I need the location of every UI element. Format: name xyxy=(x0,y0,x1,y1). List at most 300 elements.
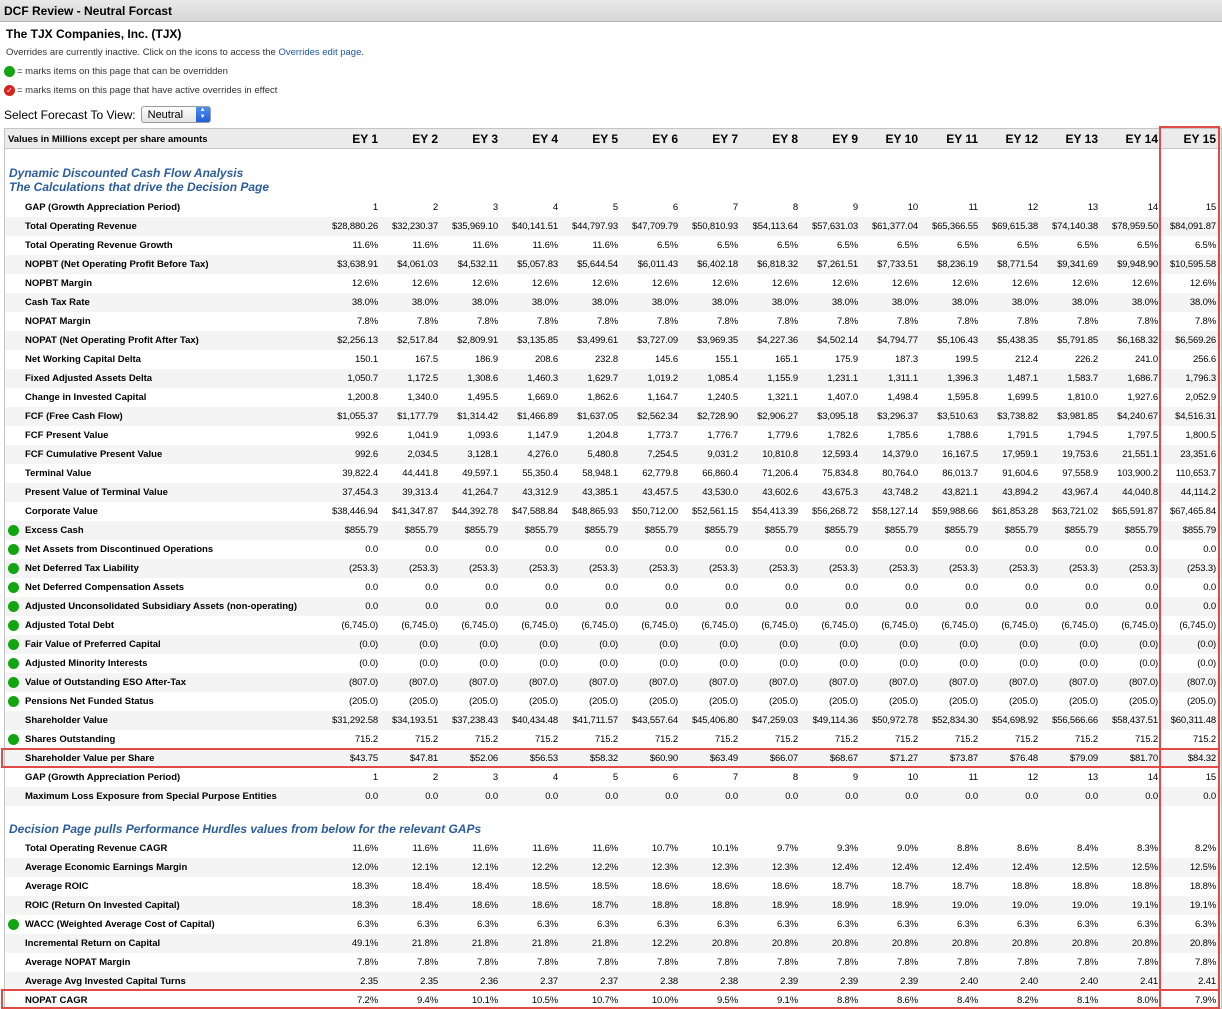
table-cell: 6.3% xyxy=(536,919,558,930)
table-cell: 18.8% xyxy=(711,900,738,911)
table-cell: 11.6% xyxy=(472,240,498,251)
table-cell: 0.0 xyxy=(365,582,378,593)
row-label: Net Deferred Tax Liability xyxy=(25,563,139,574)
table-cell: $7,733.51 xyxy=(877,259,918,270)
table-cell: 2.37 xyxy=(600,976,618,987)
table-cell: $66.07 xyxy=(769,753,798,764)
table-cell: (807.0) xyxy=(1008,677,1038,688)
table-cell: 0.0 xyxy=(725,791,738,802)
table-cell: 1,093.6 xyxy=(467,430,498,441)
table-cell: 0.0 xyxy=(785,601,798,612)
forecast-select[interactable] xyxy=(141,106,211,123)
table-cell: $855.79 xyxy=(584,525,618,536)
table-cell: 12.6% xyxy=(351,278,378,289)
table-cell: (807.0) xyxy=(528,677,558,688)
table-cell: 38.0% xyxy=(711,297,738,308)
table-cell: 715.2 xyxy=(354,734,378,745)
table-cell: (205.0) xyxy=(1128,696,1158,707)
table-cell: 12.6% xyxy=(651,278,678,289)
row-label: Shareholder Value per Share xyxy=(25,753,155,764)
row-label: GAP (Growth Appreciation Period) xyxy=(25,772,181,783)
table-cell: $79.09 xyxy=(1069,753,1098,764)
table-cell: 38.0% xyxy=(951,297,978,308)
table-cell: 3 xyxy=(492,202,498,213)
override-dot-icon[interactable] xyxy=(8,639,19,650)
row-label: GAP (Growth Appreciation Period) xyxy=(25,202,181,213)
table-cell: $2,256.13 xyxy=(337,335,378,346)
year-header: EY 7 xyxy=(712,132,738,146)
table-cell: $5,438.35 xyxy=(997,335,1038,346)
dcf-table xyxy=(4,128,1222,1009)
table-cell: 0.0 xyxy=(1025,601,1038,612)
table-cell: (205.0) xyxy=(768,696,798,707)
table-cell: 9 xyxy=(852,202,858,213)
table-cell: 1,204.8 xyxy=(587,430,618,441)
table-cell: 38.0% xyxy=(831,297,858,308)
table-cell: $61,377.04 xyxy=(871,221,918,232)
table-cell: 715.2 xyxy=(1134,734,1158,745)
table-cell: 2 xyxy=(432,772,438,783)
row-label: Maximum Loss Exposure from Special Purpose Entities xyxy=(25,791,277,802)
table-cell: 0.0 xyxy=(545,601,558,612)
table-cell: 8 xyxy=(792,772,798,783)
override-dot-icon[interactable] xyxy=(8,734,19,745)
table-cell: (205.0) xyxy=(828,696,858,707)
override-dot-icon[interactable] xyxy=(8,620,19,631)
table-cell: 21.8% xyxy=(471,938,498,949)
table-cell: $65,366.55 xyxy=(931,221,978,232)
override-dot-icon[interactable] xyxy=(8,563,19,574)
table-cell: 11.6% xyxy=(412,240,438,251)
table-cell: 12.3% xyxy=(651,862,678,873)
table-row xyxy=(5,768,1221,787)
table-cell: 38.0% xyxy=(1189,297,1216,308)
table-cell: (0.0) xyxy=(539,658,558,669)
table-cell: 39,313.4 xyxy=(402,487,438,498)
table-cell: (807.0) xyxy=(348,677,378,688)
table-cell: 20.8% xyxy=(891,938,918,949)
year-header: EY 4 xyxy=(532,132,558,146)
override-dot-icon[interactable] xyxy=(8,677,19,688)
table-cell: 0.0 xyxy=(485,791,498,802)
table-cell: 6.3% xyxy=(416,919,438,930)
table-cell: 1,407.0 xyxy=(827,392,858,403)
table-cell: 41,264.7 xyxy=(462,487,498,498)
table-cell: 0.0 xyxy=(1025,582,1038,593)
forecast-selector-label: Select Forecast To View: xyxy=(4,107,136,122)
table-cell: 71,206.4 xyxy=(762,468,798,479)
table-cell: 8.6% xyxy=(1016,843,1038,854)
table-cell: 1,669.0 xyxy=(527,392,558,403)
year-header: EY 11 xyxy=(946,132,978,146)
table-cell: 0.0 xyxy=(365,601,378,612)
section-title-dcf: Dynamic Discounted Cash Flow Analysis xyxy=(9,166,244,180)
table-cell: $52,834.30 xyxy=(931,715,978,726)
year-header: EY 1 xyxy=(352,132,378,146)
table-cell: 1,050.7 xyxy=(347,373,378,384)
row-label: ROIC (Return On Invested Capital) xyxy=(25,900,180,911)
table-cell: (205.0) xyxy=(948,696,978,707)
table-cell: 2.39 xyxy=(780,976,798,987)
table-cell: $78,959.50 xyxy=(1111,221,1158,232)
legend-overridable xyxy=(4,66,228,77)
table-cell: 8.3% xyxy=(1136,843,1158,854)
table-cell: 7.8% xyxy=(656,316,678,327)
table-cell: 6.3% xyxy=(896,919,918,930)
table-cell: 2 xyxy=(432,202,438,213)
table-cell: 16,167.5 xyxy=(942,449,978,460)
table-cell: 715.2 xyxy=(1192,734,1216,745)
table-cell: $4,532.11 xyxy=(457,259,498,270)
table-cell: 7.8% xyxy=(1136,316,1158,327)
table-cell: $63,721.02 xyxy=(1051,506,1098,517)
row-label: Total Operating Revenue xyxy=(25,221,137,232)
table-cell: 0.0 xyxy=(1025,791,1038,802)
table-cell: 38.0% xyxy=(351,297,378,308)
table-cell: $3,969.35 xyxy=(697,335,738,346)
table-cell: 12.4% xyxy=(1011,862,1038,873)
table-cell: 715.2 xyxy=(594,734,618,745)
table-cell: 7.8% xyxy=(716,316,738,327)
table-cell: (6,745.0) xyxy=(341,620,378,631)
table-cell: 1,200.8 xyxy=(347,392,378,403)
table-cell: 20.8% xyxy=(771,938,798,949)
table-cell: 12.6% xyxy=(771,278,798,289)
table-cell: 0.0 xyxy=(1085,791,1098,802)
table-cell: $4,516.31 xyxy=(1175,411,1216,422)
table-cell: $855.79 xyxy=(944,525,978,536)
table-cell: 1,791.5 xyxy=(1007,430,1038,441)
table-cell: (253.3) xyxy=(648,563,678,574)
table-cell: $61,853.28 xyxy=(991,506,1038,517)
table-cell: 7.8% xyxy=(356,316,378,327)
table-cell: (0.0) xyxy=(779,658,798,669)
table-cell: 1,019.2 xyxy=(647,373,678,384)
year-header: EY 15 xyxy=(1183,132,1216,146)
table-cell: 11.6% xyxy=(352,240,378,251)
table-cell: (0.0) xyxy=(779,639,798,650)
table-row xyxy=(5,293,1221,312)
table-cell: (253.3) xyxy=(948,563,978,574)
override-dot-icon[interactable] xyxy=(8,919,19,930)
table-cell: 256.6 xyxy=(1192,354,1216,365)
table-cell: (253.3) xyxy=(468,563,498,574)
table-cell: 14,379.0 xyxy=(882,449,918,460)
table-cell: (253.3) xyxy=(588,563,618,574)
year-header: EY 3 xyxy=(472,132,498,146)
table-cell: 1,487.1 xyxy=(1007,373,1038,384)
override-dot-icon[interactable] xyxy=(8,582,19,593)
table-cell: 0.0 xyxy=(785,582,798,593)
table-cell: $48,865.93 xyxy=(571,506,618,517)
table-cell: 1,340.0 xyxy=(407,392,438,403)
table-cell: $56,268.72 xyxy=(811,506,858,517)
table-cell: $1,637.05 xyxy=(577,411,618,422)
table-cell: 7.8% xyxy=(776,316,798,327)
table-row xyxy=(5,407,1221,426)
table-row xyxy=(5,711,1221,730)
table-cell: 7.8% xyxy=(596,957,618,968)
table-cell: 1,308.6 xyxy=(467,373,498,384)
table-cell: 18.6% xyxy=(531,900,558,911)
table-cell: 44,441.8 xyxy=(402,468,438,479)
table-cell: $50,810.93 xyxy=(691,221,738,232)
table-cell: (807.0) xyxy=(828,677,858,688)
table-cell: $6,011.43 xyxy=(637,259,678,270)
table-cell: $41,711.57 xyxy=(572,715,618,726)
table-cell: $9,341.69 xyxy=(1057,259,1098,270)
table-cell: 2.39 xyxy=(900,976,918,987)
table-row xyxy=(5,274,1221,293)
table-row xyxy=(5,578,1221,597)
table-cell: $4,061.03 xyxy=(397,259,438,270)
table-row xyxy=(5,255,1221,274)
table-cell: 7.8% xyxy=(1016,957,1038,968)
table-cell: (807.0) xyxy=(588,677,618,688)
table-cell: 18.9% xyxy=(771,900,798,911)
row-label: NOPAT Margin xyxy=(25,316,91,327)
row-label: Shareholder Value xyxy=(25,715,108,726)
table-cell: 6.3% xyxy=(596,919,618,930)
table-cell: 9.4% xyxy=(416,995,438,1006)
table-cell: (807.0) xyxy=(1068,677,1098,688)
table-cell: 6.3% xyxy=(656,919,678,930)
table-cell: 20.8% xyxy=(951,938,978,949)
override-dot-icon[interactable] xyxy=(8,544,19,555)
table-cell: 0.0 xyxy=(1145,791,1158,802)
row-label: Total Operating Revenue CAGR xyxy=(25,843,168,854)
table-cell: 165.1 xyxy=(774,354,798,365)
table-cell: 6.3% xyxy=(1194,919,1216,930)
override-dot-icon[interactable] xyxy=(8,696,19,707)
table-cell: 43,602.6 xyxy=(762,487,798,498)
table-cell: 18.8% xyxy=(1131,881,1158,892)
table-cell: $3,638.91 xyxy=(337,259,378,270)
table-cell: 1,498.4 xyxy=(887,392,918,403)
table-cell: 1 xyxy=(372,202,378,213)
table-cell: 0.0 xyxy=(725,582,738,593)
table-cell: (0.0) xyxy=(1019,639,1038,650)
table-cell: 1,927.6 xyxy=(1127,392,1158,403)
table-row xyxy=(5,749,1221,768)
row-label: NOPAT (Net Operating Profit After Tax) xyxy=(25,335,199,346)
table-cell: (205.0) xyxy=(348,696,378,707)
table-row xyxy=(5,787,1221,806)
table-cell: (253.3) xyxy=(408,563,438,574)
table-cell: 6.5% xyxy=(1016,240,1038,251)
table-cell: 21.8% xyxy=(591,938,618,949)
table-cell: $58,127.14 xyxy=(871,506,918,517)
table-cell: $5,106.43 xyxy=(937,335,978,346)
table-cell: $5,644.54 xyxy=(577,259,618,270)
year-header: EY 12 xyxy=(1005,132,1038,146)
table-cell: (0.0) xyxy=(839,658,858,669)
table-cell: 0.0 xyxy=(545,544,558,555)
table-cell: 17,959.1 xyxy=(1002,449,1038,460)
table-cell: 0.0 xyxy=(1203,791,1216,802)
table-cell: 0.0 xyxy=(1085,544,1098,555)
table-cell: 0.0 xyxy=(665,791,678,802)
table-cell: $32,230.37 xyxy=(391,221,438,232)
table-cell: $63.49 xyxy=(709,753,738,764)
table-cell: 7.8% xyxy=(836,316,858,327)
row-label: Average Avg Invested Capital Turns xyxy=(25,976,186,987)
table-cell: $49,114.36 xyxy=(812,715,858,726)
table-cell: 18.6% xyxy=(771,881,798,892)
table-cell: 6.5% xyxy=(776,240,798,251)
table-cell: 75,834.8 xyxy=(822,468,858,479)
table-row xyxy=(5,464,1221,483)
table-cell: (6,745.0) xyxy=(581,620,618,631)
table-cell: 10.7% xyxy=(591,995,618,1006)
table-cell: 12.6% xyxy=(591,278,618,289)
table-cell: $84.32 xyxy=(1187,753,1216,764)
table-cell: 1,810.0 xyxy=(1067,392,1098,403)
company-name: The TJX Companies, Inc. (TJX) xyxy=(6,27,182,41)
table-cell: 1,797.5 xyxy=(1127,430,1158,441)
table-cell: $8,236.19 xyxy=(937,259,978,270)
table-cell: 4 xyxy=(552,202,558,213)
table-cell: 1,164.7 xyxy=(647,392,678,403)
legend-active-text: = marks items on this page that have active overrides in effect xyxy=(17,85,278,96)
table-cell: 15 xyxy=(1205,202,1216,213)
table-cell: 0.0 xyxy=(425,601,438,612)
table-cell: $3,095.18 xyxy=(817,411,858,422)
table-cell: 39,822.4 xyxy=(342,468,378,479)
table-cell: (253.3) xyxy=(768,563,798,574)
table-cell: $68.67 xyxy=(829,753,858,764)
table-cell: 18.6% xyxy=(711,881,738,892)
table-cell: 0.0 xyxy=(905,582,918,593)
table-cell: 10 xyxy=(907,202,918,213)
table-cell: $3,510.63 xyxy=(937,411,978,422)
table-cell: 0.0 xyxy=(605,791,618,802)
table-cell: 175.9 xyxy=(834,354,858,365)
table-cell: 10.5% xyxy=(531,995,558,1006)
table-cell: 6.3% xyxy=(1136,919,1158,930)
table-cell: (807.0) xyxy=(1128,677,1158,688)
override-dot-icon[interactable] xyxy=(8,601,19,612)
table-cell: 12.6% xyxy=(471,278,498,289)
table-cell: 5 xyxy=(612,772,618,783)
table-cell: (205.0) xyxy=(528,696,558,707)
table-cell: 1,396.3 xyxy=(947,373,978,384)
table-cell: 44,114.2 xyxy=(1180,487,1216,498)
table-cell: 0.0 xyxy=(1145,601,1158,612)
row-label: Present Value of Terminal Value xyxy=(25,487,168,498)
table-cell: $6,818.32 xyxy=(757,259,798,270)
table-cell: $2,906.27 xyxy=(757,411,798,422)
table-cell: 0.0 xyxy=(1203,582,1216,593)
table-cell: 6 xyxy=(672,202,678,213)
notice-text: Overrides are currently inactive. Click on the icons to access the xyxy=(6,47,279,58)
table-cell: 715.2 xyxy=(834,734,858,745)
table-cell: $60,311.48 xyxy=(1170,715,1216,726)
table-cell: $41,347.87 xyxy=(391,506,438,517)
table-cell: 2.35 xyxy=(360,976,378,987)
table-cell: 12.2% xyxy=(651,938,678,949)
year-header: EY 10 xyxy=(885,132,918,146)
table-row xyxy=(5,991,1221,1009)
override-dot-icon[interactable] xyxy=(8,525,19,536)
table-cell: 2.39 xyxy=(840,976,858,987)
table-cell: (0.0) xyxy=(419,639,438,650)
table-row xyxy=(5,858,1221,877)
table-cell: 12.2% xyxy=(531,862,558,873)
table-cell: 1,321.1 xyxy=(767,392,798,403)
table-cell: (807.0) xyxy=(408,677,438,688)
row-label: Fixed Adjusted Assets Delta xyxy=(25,373,153,384)
table-cell: 38.0% xyxy=(471,297,498,308)
table-cell: 0.0 xyxy=(965,582,978,593)
table-cell: 4 xyxy=(552,772,558,783)
table-cell: (0.0) xyxy=(659,639,678,650)
table-cell: 8.8% xyxy=(836,995,858,1006)
table-cell: 9.7% xyxy=(776,843,798,854)
table-cell: 10.1% xyxy=(711,843,738,854)
table-cell: (0.0) xyxy=(899,639,918,650)
override-dot-icon[interactable] xyxy=(8,658,19,669)
table-cell: 12.3% xyxy=(771,862,798,873)
table-row xyxy=(5,426,1221,445)
table-cell: 1,495.5 xyxy=(467,392,498,403)
table-cell: 18.4% xyxy=(411,900,438,911)
table-cell: $855.79 xyxy=(404,525,438,536)
table-cell: 7.8% xyxy=(1136,957,1158,968)
table-cell: $6,402.18 xyxy=(697,259,738,270)
table-cell: 8.0% xyxy=(1136,995,1158,1006)
table-cell: 9,031.2 xyxy=(707,449,738,460)
table-cell: 7.8% xyxy=(896,957,918,968)
table-cell: 6.5% xyxy=(1136,240,1158,251)
table-cell: $4,794.77 xyxy=(877,335,918,346)
table-cell: 7.8% xyxy=(1076,316,1098,327)
table-cell: 2.38 xyxy=(720,976,738,987)
table-cell: 0.0 xyxy=(1085,582,1098,593)
table-cell: (0.0) xyxy=(599,658,618,669)
table-cell: 1,147.9 xyxy=(527,430,558,441)
table-cell: 1,155.9 xyxy=(767,373,798,384)
overrides-edit-link[interactable]: Overrides edit page xyxy=(278,47,362,58)
table-cell: (6,745.0) xyxy=(461,620,498,631)
table-cell: 12.5% xyxy=(1189,862,1216,873)
table-cell: 7 xyxy=(732,772,738,783)
table-cell: 0.0 xyxy=(785,544,798,555)
table-cell: 7.8% xyxy=(1076,957,1098,968)
table-row xyxy=(5,559,1221,578)
table-cell: 14 xyxy=(1147,772,1158,783)
table-cell: 6.5% xyxy=(1194,240,1216,251)
table-cell: 1,800.5 xyxy=(1185,430,1216,441)
table-cell: 7.8% xyxy=(476,957,498,968)
table-cell: 12.5% xyxy=(1131,862,1158,873)
table-cell: 38.0% xyxy=(591,297,618,308)
table-cell: 0.0 xyxy=(605,582,618,593)
table-cell: 11.6% xyxy=(592,843,618,854)
table-cell: 0.0 xyxy=(485,601,498,612)
table-cell: 62,779.8 xyxy=(642,468,678,479)
table-cell: 12,593.4 xyxy=(822,449,858,460)
table-cell: 6 xyxy=(672,772,678,783)
table-cell: $58.32 xyxy=(589,753,618,764)
table-cell: $4,502.14 xyxy=(817,335,858,346)
select-arrows-icon: ▲ ▼ xyxy=(196,107,210,122)
table-cell: 0.0 xyxy=(785,791,798,802)
table-cell: (0.0) xyxy=(599,639,618,650)
table-cell: 7.2% xyxy=(356,995,378,1006)
table-cell: 0.0 xyxy=(665,582,678,593)
table-cell: 12.6% xyxy=(951,278,978,289)
